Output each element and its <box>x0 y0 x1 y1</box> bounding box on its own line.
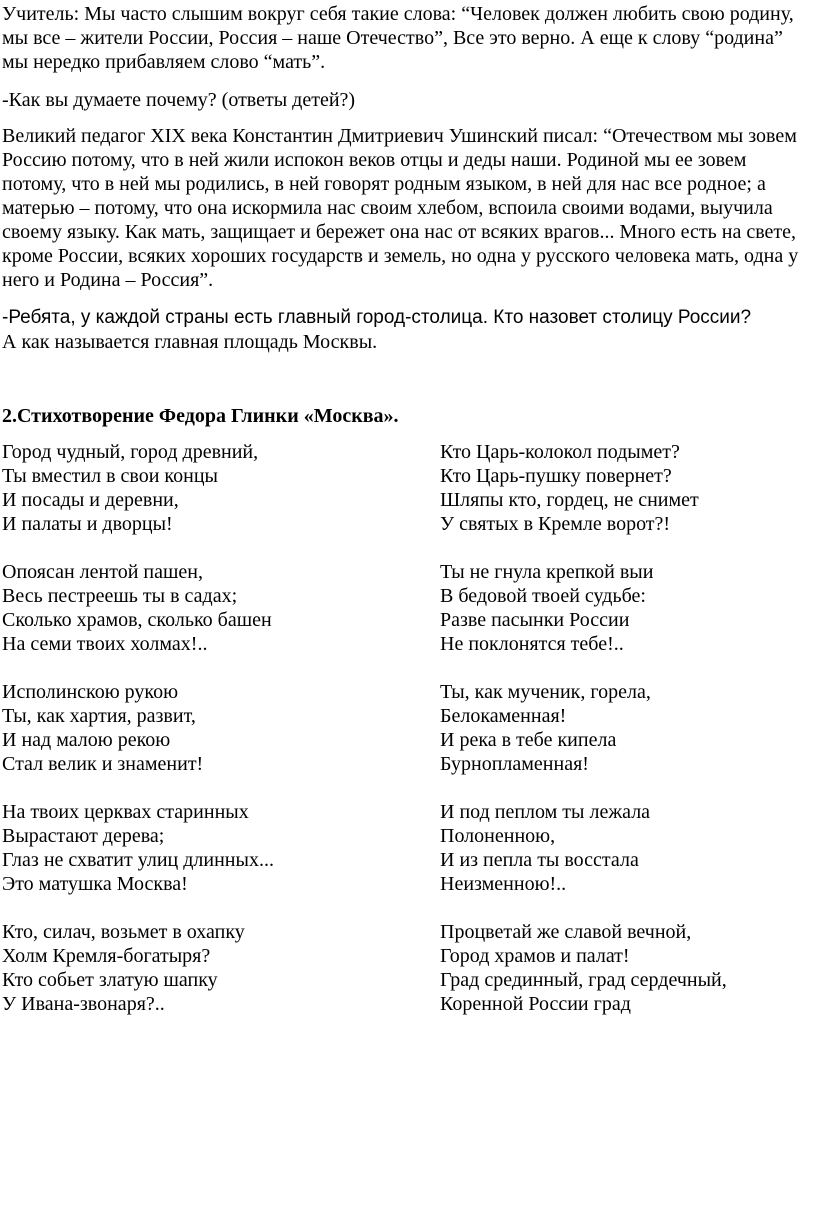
poem-line: Ты вместил в свои концы <box>2 465 218 487</box>
poem-line: Процветай же славой вечной, <box>440 921 692 943</box>
poem-line: Град срединный, град сердечный, <box>440 969 727 991</box>
poem-line: Стал велик и знаменит! <box>2 753 204 775</box>
poem-line: Кто Царь-пушку повернет? <box>440 465 672 487</box>
poem-line: И посады и деревни, <box>2 489 179 511</box>
poem-line: Опоясан лентой пашен, <box>2 561 203 583</box>
poem-line: Вырастают дерева; <box>2 825 165 847</box>
poem-line: Не поклонятся тебе!.. <box>440 633 624 655</box>
poem-line: Ты, как хартия, развит, <box>2 705 196 727</box>
poem-stanza <box>2 920 382 1016</box>
poem-line: И над малою рекою <box>2 729 171 751</box>
poem-line: На твоих церквах старинных <box>2 801 249 823</box>
poem-line: В бедовой твоей судьбе: <box>440 585 646 607</box>
poem-line: И под пеплом ты лежала <box>440 801 651 823</box>
poem-line: Это матушка Москва! <box>2 873 188 895</box>
poem-stanza <box>440 800 816 896</box>
poem-line: Шляпы кто, гордец, не снимет <box>440 489 699 511</box>
section-heading: 2.Стихотворение Федора Глинки «Москва». <box>2 405 399 427</box>
poem-line: Холм Кремля-богатыря? <box>2 945 211 967</box>
poem-line: Весь пестреешь ты в садах; <box>2 585 238 607</box>
poem-line: Белокаменная! <box>440 705 567 727</box>
poem-line: Кто собьет златую шапку <box>2 969 218 991</box>
poem-line: Коренной России град <box>440 993 631 1015</box>
poem-line: Неизменною!.. <box>440 873 567 895</box>
poem-line: Город храмов и палат! <box>440 945 630 967</box>
poem-line: Бурнопламенная! <box>440 753 589 775</box>
poem-stanza <box>2 800 382 896</box>
teacher-intro-paragraph: Учитель: Мы часто слышим вокруг себя такие слова: “Человек должен любить свою родину, мы все – жители России, Россия – наше Отечество”, Все это верно. А еще к слову “родина” мы нередко прибавляем слово “мать”. <box>2 3 794 73</box>
poem-line: Исполинскою рукою <box>2 681 179 703</box>
poem-line: На семи твоих холмах!.. <box>2 633 208 655</box>
poem-stanza <box>2 560 382 656</box>
capital-question-paragraph: -Ребята, у каждой страны есть главный город-столица. Кто назовет столицу России? <box>2 307 752 328</box>
poem-line: Кто Царь-колокол подымет? <box>440 441 680 463</box>
poem-line: Разве пасынки России <box>440 609 630 631</box>
poem-line: И река в тебе кипела <box>440 729 617 751</box>
poem-stanza <box>2 440 382 536</box>
poem-stanza <box>440 680 816 776</box>
poem-right-column <box>440 440 816 1040</box>
poem-line: Кто, силач, возьмет в охапку <box>2 921 245 943</box>
poem-line: Город чудный, город древний, <box>2 441 259 463</box>
poem-stanza <box>440 560 816 656</box>
poem-stanza <box>2 680 382 776</box>
poem-line: У Ивана-звонаря?.. <box>2 993 165 1015</box>
square-question-paragraph: А как называется главная площадь Москвы. <box>2 331 378 353</box>
question-paragraph: -Как вы думаете почему? (ответы детей?) <box>2 89 356 111</box>
poem-line: И палаты и дворцы! <box>2 513 173 535</box>
poem-line: Ты, как мученик, горела, <box>440 681 651 703</box>
poem-line: У святых в Кремле ворот?! <box>440 513 671 535</box>
poem-line: И из пепла ты восстала <box>440 849 639 871</box>
poem-stanza <box>440 440 816 536</box>
ushinsky-quote-paragraph: Великий педагог XIX века Константин Дмитриевич Ушинский писал: “Отечеством мы зовем Россию потому, что в ней жили испокон веков отцы и деды наши. Родиной мы ее зовем потому, что в ней мы родились, в ней говорят родным языком, в ней для нас все родное; а матерью – потому, что она искормила нас своим хлебом, вспоила своими водами, выучила своему языку. Как мать, защищает и бережет она нас от всяких врагов... Много есть на свете, кроме России, всяких хороших государств и земель, но одна у русского человека мать, одна у него и Родина – Россия”. <box>2 125 799 291</box>
poem-line: Сколько храмов, сколько башен <box>2 609 272 631</box>
poem-left-column <box>2 440 382 1040</box>
poem-line: Полоненною, <box>440 825 556 847</box>
poem-line: Глаз не схватит улиц длинных... <box>2 849 274 871</box>
poem-line: Ты не гнула крепкой выи <box>440 561 654 583</box>
poem-stanza <box>440 920 816 1016</box>
